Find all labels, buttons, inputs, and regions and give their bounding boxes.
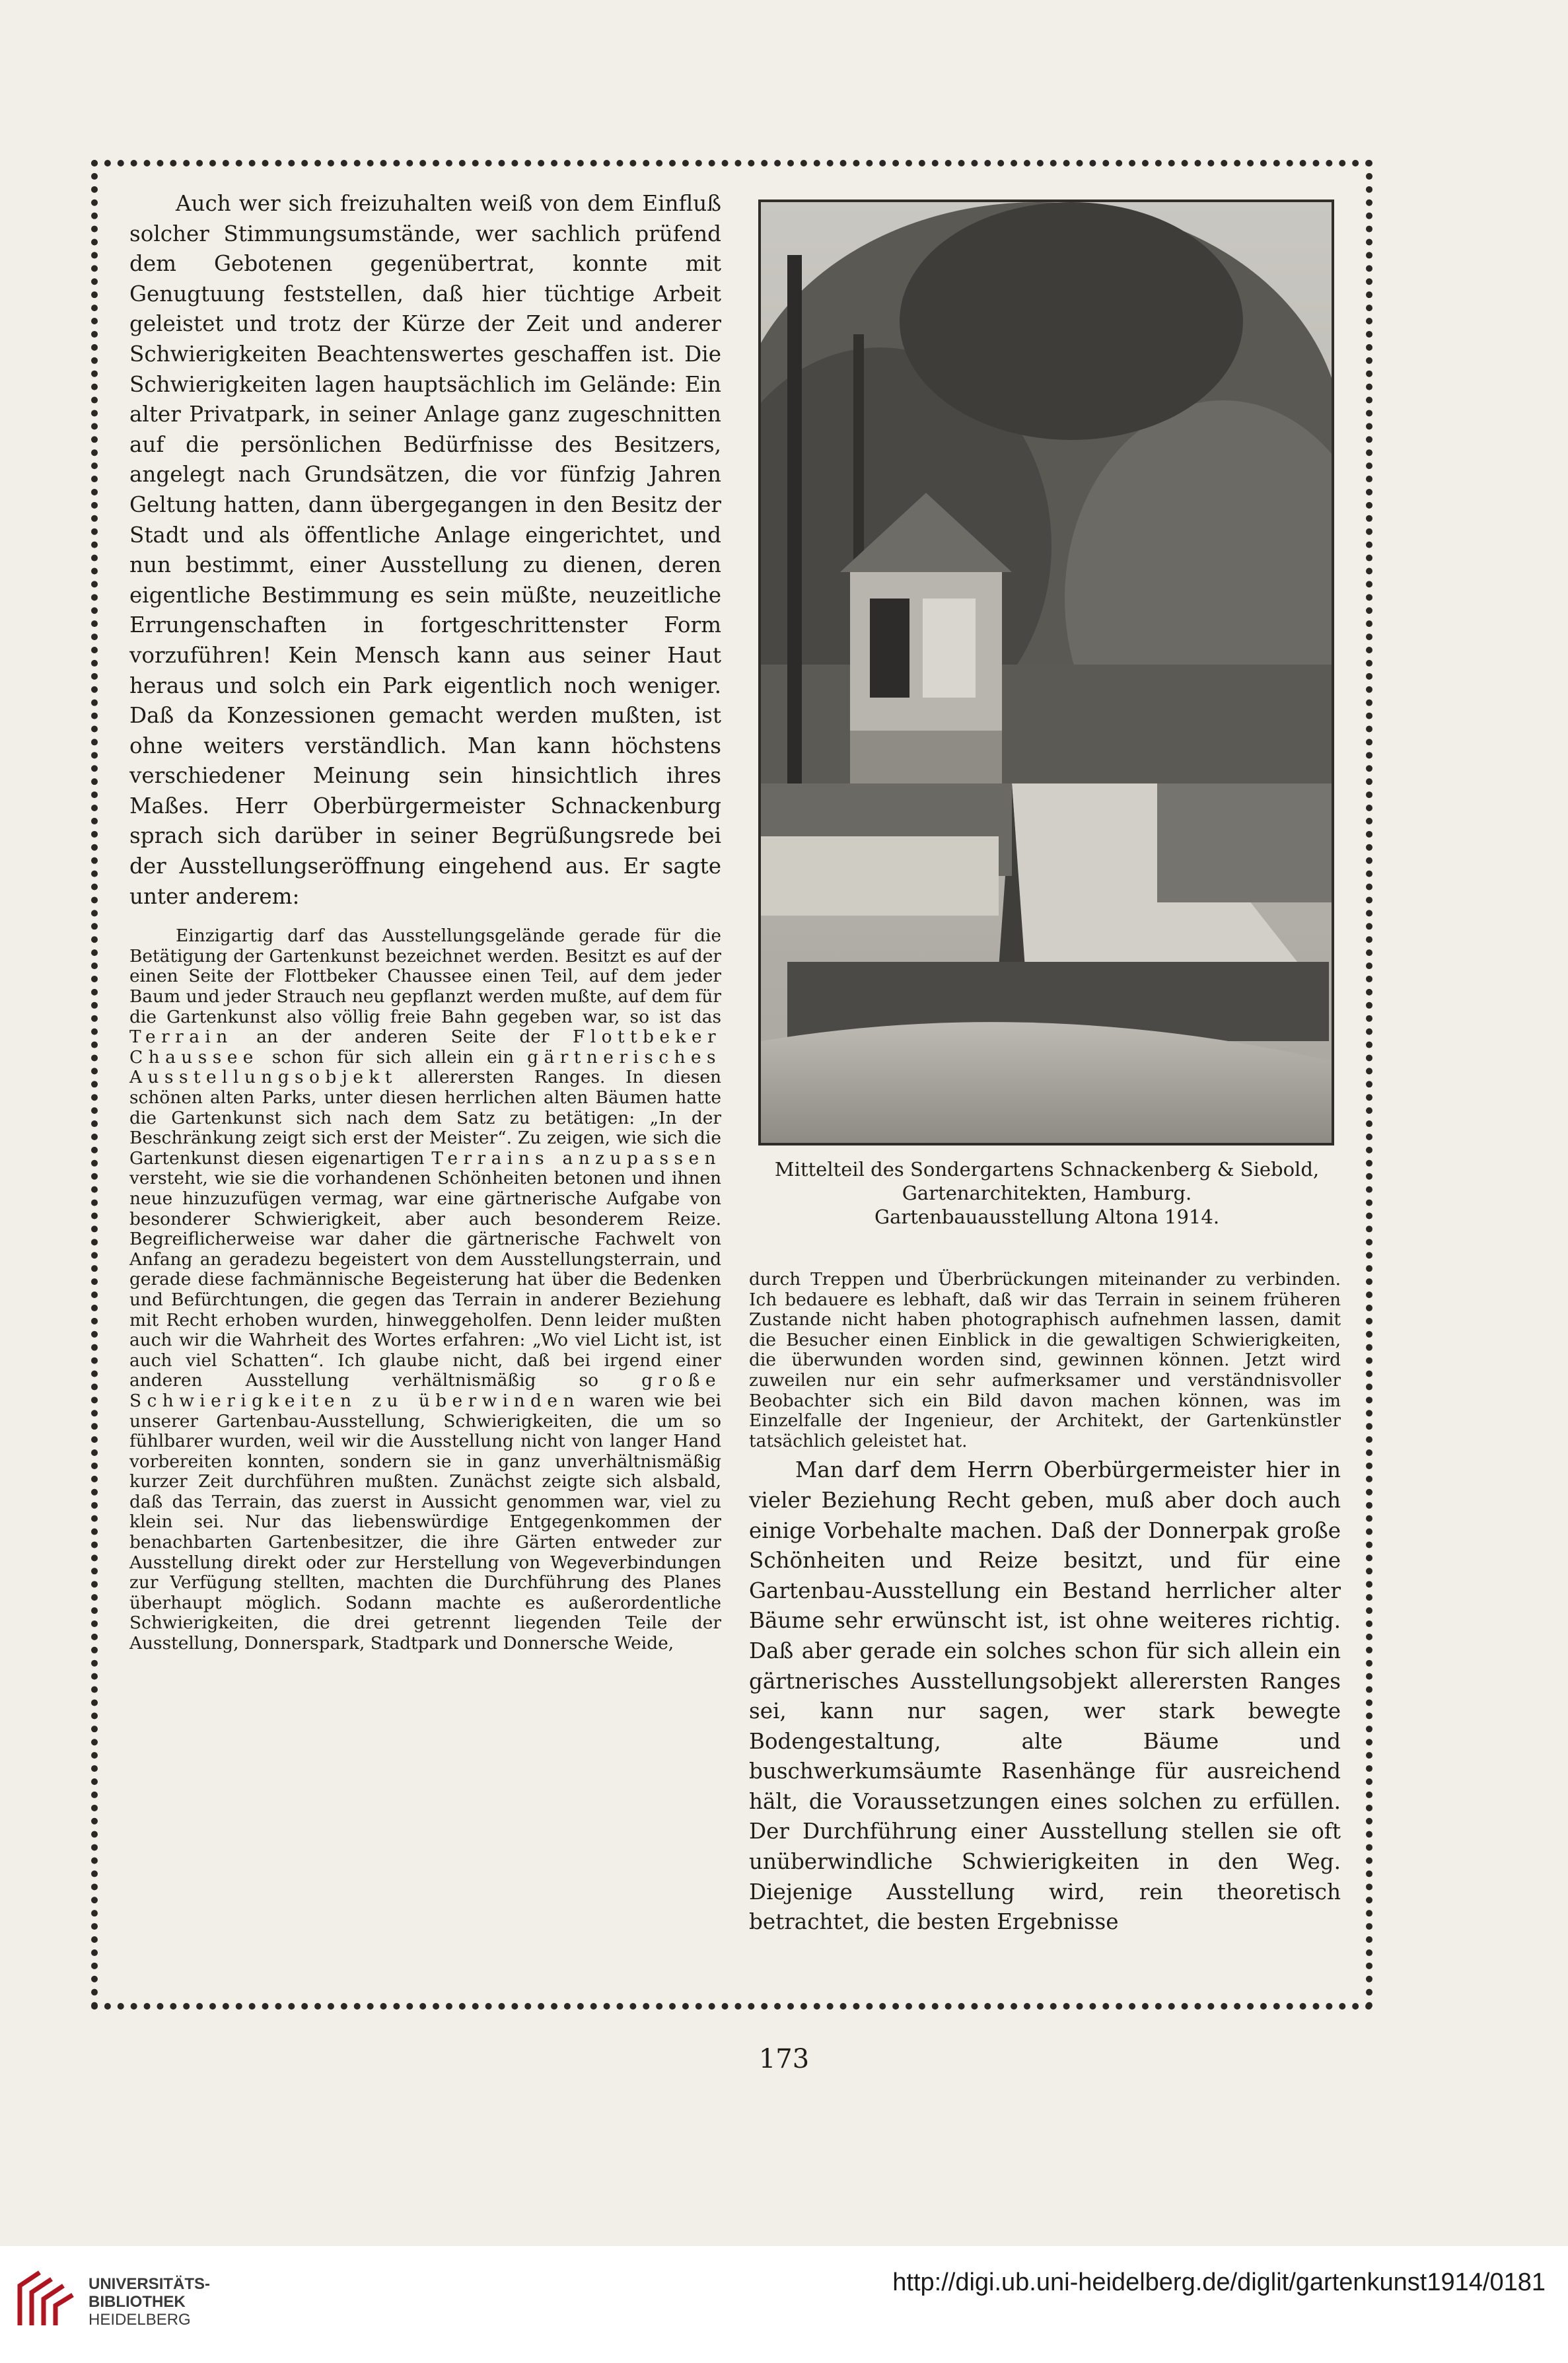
quote-text-segment: waren wie bei unserer Gartenbau-Ausstellung, Schwierigkeiten, die um so fühlbarer wurden, weil wir die Ausstellung nicht von langer Hand vorbereiten konnten, sondern sie in ganz unverhältnismäßig kurzer Zeit durchführen mußten. Zunächst zeigte sich alsbald, daß das Terrain, das zuerst in Aussicht genommen war, viel zu klein sei. Nur das liebenswürdige Entgegenkommen der benachbarten Gartenbesitzer, die ihre Gärten entweder zur Ausstellung direkt oder zur Herstellung von Wegeverbindungen zur Verfügung stellten, machten die Durchführung des Planes überhaupt möglich. Sodann machte es außerordentliche Schwierigkeiten, die drei getrennt liegenden Teile der Ausstellung, Donnerspark, Stadtpark und Donnersche Weide, — [129, 1390, 721, 1654]
quote-text-segment: versteht, wie sie die vorhandenen Schönheiten betonen und ihnen neue hinzuzufügen vermag, war eine gärtnerische Aufgabe von besonderer Schwierigkeit, aber auch besonderem Reize. Begreiflicherweise war daher die gärtnerische Fachwelt von Anfang an geradezu begeistert von dem Ausstellungsterrain, und gerade diese fachmännische Begeisterung hat über die Bedenken und Befürchtungen, die gegen das Terrain in anderer Beziehung mit Recht erhoben wurden, hinweggeholfen. Denn leider mußten auch wir die Wahrheit des Wortes erfahren: „Wo viel Licht ist, ist auch viel Schatten“. Ich glaube nicht, daß bei irgend einer anderen Ausstellung verhältnismäßig so — [129, 1168, 721, 1391]
quote-paragraph — [129, 926, 721, 1654]
quote-spaced-emphasis: gärtnerisches Ausstellungsobjekt — [129, 1046, 721, 1088]
footer-bar — [0, 2246, 1568, 2363]
quote-spaced-emphasis: große Schwierigkeiten zu überwinden — [129, 1370, 722, 1411]
left-column — [129, 189, 721, 1654]
paragraph-2: Man darf dem Herrn Oberbürgermeister hier in vieler Beziehung Recht geben, muß aber doch auch einige Vorbehalte machen. Daß der Donnerpak große Schönheiten und Reize besitzt, und für eine Gartenbau-Ausstellung ein Bestand herrlicher alter Bäume sehr erwünscht ist, ist ohne weiteres richtig. Daß aber gerade ein solches schon für sich allein ein gärtnerisches Ausstellungsobjekt allerersten Ranges sei, kann nur sagen, wer stark bewegte Bodengestaltung, alte Bäume und buschwerkumsäumte Rasenhänge für ausreichend hält, die Voraussetzungen eines solchen zu erfüllen. Der Durchführung einer Ausstellung stellen sie oft unüberwindliche Schwierigkeiten in den Weg. Diejenige Ausstellung wird, rein theoretisch betrachtet, die besten Ergebnisse — [749, 1457, 1341, 1935]
quote-text-segment: schon für sich allein ein — [271, 1046, 515, 1068]
quote-text-segment: Einzigartig darf das Ausstellungsgelände gerade für die Betätigung der Gartenkunst bezeichnet werden. Besitzt es auf der einen Seite der Flottbeker Chaussee einen Teil, auf dem jeder Baum und jeder Strauch neu gepflanzt werden mußte, auf dem für die Gartenkunst also völlig freie Bahn gegeben war, so ist das — [129, 926, 721, 1027]
quote-spaced-emphasis: Terrains anzupassen — [431, 1147, 721, 1169]
right-column — [749, 1270, 1341, 1938]
caption-line: Gartenbauausstellung Altona 1914. — [874, 1206, 1220, 1228]
library-name — [89, 2275, 210, 2329]
paragraph-1: Auch wer sich freizuhalten weiß von dem Einfluß solcher Stimmungsumstände, wer sachlich prüfend dem Gebotenen gegenübertrat, konnte mit Genugtuung feststellen, daß hier tüchtige Arbeit geleistet und trotz der Kürze der Zeit und anderer Schwierigkeiten Beachtenswertes geschaffen ist. Die Schwierigkeiten lagen hauptsächlich im Gelände: Ein alter Privatpark, in seiner Anlage ganz zugeschnitten auf die persönlichen Bedürfnisse des Besitzers, angelegt nach Grundsätzen, die vor fünfzig Jahren Geltung hatten, dann übergegangen in den Besitz der Stadt und als öffentliche Anlage eingerichtet, und nun bestimmt, einer Ausstellung zu dienen, deren eigentliche Bestimmung es sein müßte, neuzeitliche Errungenschaften in fortgeschrittenster Form vorzuführen! Kein Mensch kann aus seiner Haut heraus und solch ein Park eigentlich noch weniger. Daß da Konzessionen gemacht werden mußten, ist ohne weiters verständlich. Man kann höchstens verschiedener Meinung sein hinsichtlich ihres Maßes. Herr Oberbürgermeister Schnackenburg sprach sich darüber in seiner Begrüßungsrede bei der Ausstellungseröffnung eingehend aus. Er sagte unter anderem: — [129, 191, 721, 909]
garden-photograph — [758, 200, 1334, 1145]
quote-continuation: durch Treppen und Überbrückungen miteinander zu verbinden. Ich bedauere es lebhaft, daß wir das Terrain in seinem früheren Zustande nicht haben photographisch aufnehmen lassen, damit die Besucher einen Einblick in die gewaltigen Schwierigkeiten, die überwunden worden sind, gewinnen können. Jetzt wird zuweilen nur ein sehr aufmerksamer und verständnisvoller Beobachter sich ein Bild davon machen können, was im Einzelfalle der Ingenieur, der Architekt, der Gartenkünstler tatsächlich geleistet hat. — [749, 1269, 1341, 1451]
photo-illustration — [761, 202, 1332, 1143]
quote-text-segment: allerersten Ranges. In diesen schönen alten Parks, unter diesen herrlichen alten Bäumen hatte die Gartenkunst sich nach dem Satz zu betätigen: „In der Beschränkung zeigt sich erst der Meister“. Zu zeigen, wie sich die Gartenkunst diesen eigenartigen — [129, 1067, 721, 1169]
quote-spaced-emphasis: Flottbeker Chaussee — [129, 1027, 722, 1068]
caption-line: Mittelteil des Sondergartens Schnackenberg & Siebold, — [774, 1158, 1320, 1181]
source-url-link[interactable]: http://digi.ub.uni-heidelberg.de/diglit/gartenkunst1914/0181 — [892, 2269, 1546, 2296]
quote-spaced-emphasis: Terrain — [129, 1027, 233, 1048]
library-name-line: HEIDELBERG — [89, 2311, 191, 2329]
caption-line: Gartenarchitekten, Hamburg. — [902, 1182, 1192, 1204]
library-logo-icon — [13, 2266, 79, 2332]
library-name-line: UNIVERSITÄTS- — [89, 2275, 211, 2293]
library-name-line: BIBLIOTHEK — [89, 2293, 186, 2311]
quoted-speech — [129, 926, 721, 1654]
figure-caption — [746, 1157, 1347, 1229]
page-number: 173 — [758, 2044, 810, 2074]
quote-text-segment: an der anderen Seite der — [256, 1027, 550, 1048]
